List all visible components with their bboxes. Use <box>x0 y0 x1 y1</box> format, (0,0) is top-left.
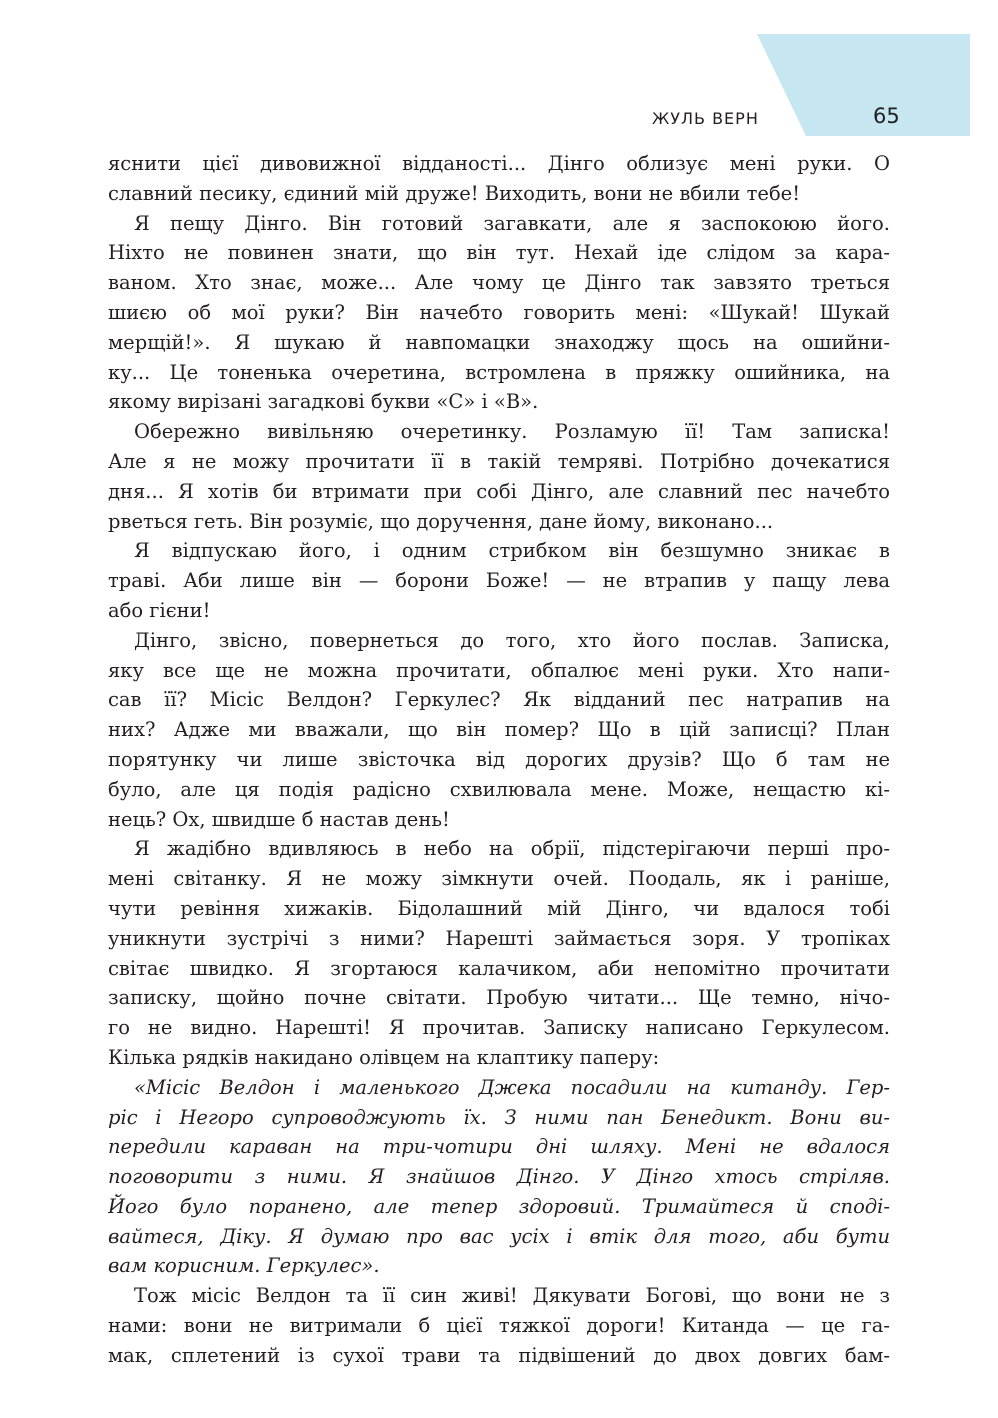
text-line: Але я не можу прочитати її в такій темряві. Потрібно дочекатися <box>108 449 890 473</box>
text-line: яснити цієї дивовижної відданості... Дінго облизує мені руки. О <box>108 152 890 175</box>
text-line: Я відпускаю його, і одним стрибком він безшумно зникає в <box>134 539 890 563</box>
text-line: порятунку чи лише звісточка від дорогих друзів? Що б там не <box>108 747 890 771</box>
paragraph <box>108 834 890 1072</box>
text-line: «Місіс Велдон і маленького Джека посадили на китанду. Гер- <box>134 1075 890 1099</box>
text-line: вайтеся, Діку. Я думаю про вас усіх і втік для того, аби бути <box>108 1224 890 1248</box>
text-line: передили караван на три-чотири дні шляху. Мені не вдалося <box>108 1135 890 1159</box>
text-line: Дінго, звісно, повернеться до того, хто його послав. Записка, <box>134 628 890 652</box>
text-line: нами: вони не витримали б цієї тяжкої дороги! Китанда — це га- <box>108 1314 890 1338</box>
quote-paragraph <box>108 1073 890 1282</box>
text-line: чути ревіння хижаків. Бідолашний мій Дінго, чи вдалося тобі <box>108 896 890 920</box>
page-number: 65 <box>873 104 900 128</box>
text-line: них? Адже ми вважали, що він помер? Що в цій записці? План <box>108 718 890 742</box>
text-line: ку... Це тоненька очеретина, встромлена в пряжку ошийника, на <box>108 360 890 384</box>
text-line: шиєю об мої руки? Він начебто говорить мені: «Шукай! Шукай <box>108 300 890 324</box>
text-line: вам корисним. Геркулес». <box>108 1254 380 1278</box>
paragraph <box>108 626 890 835</box>
text-line: Обережно вивільняю очеретинку. Розламую її! Там записка! <box>134 420 890 444</box>
running-head: ЖУЛЬ ВЕРН <box>652 109 759 128</box>
text-line: славний песику, єдиний мій друже! Виходить, вони не вбили тебе! <box>108 181 801 205</box>
text-line: якому вирізані загадкові букви «С» і «В». <box>108 390 539 414</box>
text-line: нець? Ох, швидше б настав день! <box>108 807 450 831</box>
text-line: Його було поранено, але тепер здоровий. Тримайтеся й сподi- <box>108 1194 890 1218</box>
text-line: мені світанку. Я не можу зімкнути очей. Поодаль, як і раніше, <box>108 867 890 891</box>
text-line: Я пещу Дінго. Він готовий загавкати, але я заспокоюю його. <box>134 211 890 235</box>
text-line: Ніхто не повинен знати, що він тут. Нехай іде слідом за кара- <box>108 241 890 265</box>
text-line: світає швидко. Я згортаюся калачиком, аби непомітно прочитати <box>108 956 890 980</box>
text-body <box>108 149 890 1371</box>
paragraph <box>108 536 890 625</box>
text-line: ваном. Хто знає, може... Але чому це Дінго так завзято треться <box>108 271 890 295</box>
text-line: яку все ще не можна прочитати, обпалює мені руки. Хто напи- <box>108 658 890 682</box>
text-line: мак, сплетений із сухої трави та підвішений до двох довгих бам- <box>108 1343 890 1367</box>
text-line: сав її? Місіс Велдон? Геркулес? Як відданий пес натрапив на <box>108 688 890 712</box>
paragraph <box>108 149 890 209</box>
text-line: поговорити з ними. Я знайшов Дінго. У Дінго хтось стріляв. <box>108 1165 890 1189</box>
paragraph <box>108 1281 890 1370</box>
text-line: Кілька рядків накидано олівцем на клаптику паперу: <box>108 1045 660 1069</box>
text-line: або гієни! <box>108 598 211 622</box>
text-line: уникнути зустрічі з ними? Нарешті займається зоря. У тропіках <box>108 926 890 950</box>
text-line: го не видно. Нарешті! Я прочитав. Записку написано Геркулесом. <box>108 1016 890 1040</box>
paragraph <box>108 417 890 536</box>
text-line: дня... Я хотів би втримати при собі Дінго, але славний пес начебто <box>108 479 890 503</box>
text-line: записку, щойно почне світати. Пробую читати... Ще темно, нічо- <box>108 986 890 1010</box>
text-line: ріс і Негоро супроводжують їх. З ними пан Бенедикт. Вони ви- <box>108 1105 890 1129</box>
text-line: траві. Аби лише він — борони Боже! — не втрапив у пащу лева <box>108 569 890 593</box>
text-line: Тож місіс Велдон та її син живі! Дякувати Богові, що вони не з <box>134 1284 890 1308</box>
text-line: рветься геть. Він розуміє, що доручення, дане йому, виконано... <box>108 509 774 533</box>
text-line: було, але ця подія радісно схвилювала мене. Може, нещастю кі- <box>108 777 890 801</box>
text-line: мерщій!». Я шукаю й навпомацки знаходжу щось на ошийни- <box>108 330 890 354</box>
header-accent-tab <box>757 34 970 136</box>
paragraph <box>108 209 890 418</box>
text-line: Я жадібно вдивляюсь в небо на обрії, підстерігаючи перші про- <box>134 837 890 861</box>
